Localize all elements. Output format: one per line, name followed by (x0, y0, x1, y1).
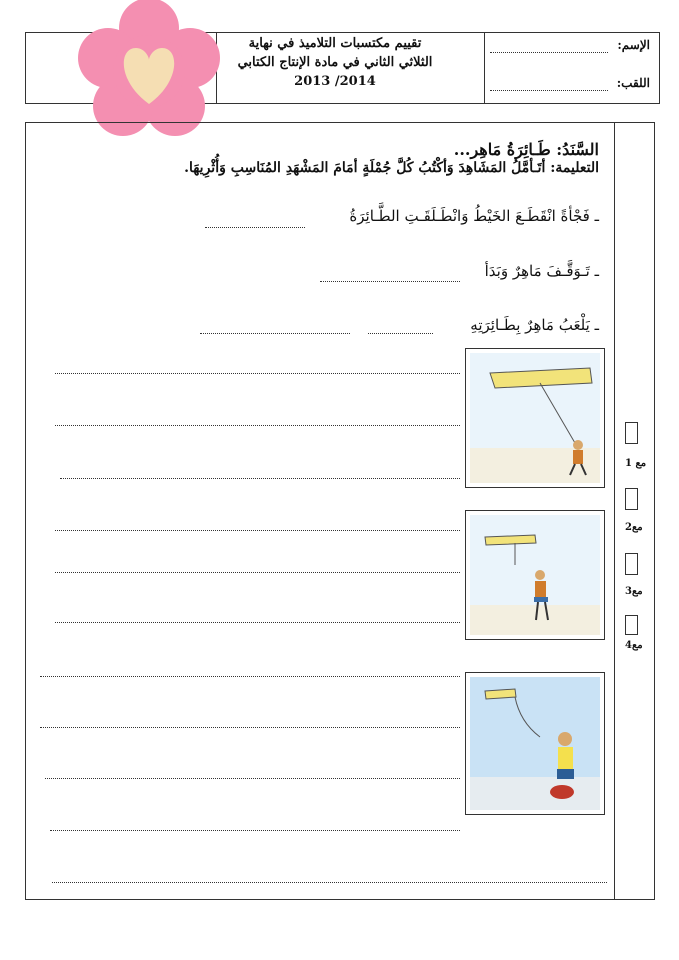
sentence-3-blank-a[interactable] (200, 333, 350, 334)
sentence-3: ـ يَلْعَبُ مَاهِرٌ بِطَـائِرَتِهِ (470, 316, 599, 334)
surname-label: اللقب: (616, 76, 650, 90)
sentence-1-blank[interactable] (205, 227, 305, 228)
title-year: 2014/ 2013 (294, 74, 376, 89)
score-label-1: مع 1 (625, 458, 647, 469)
writing-line[interactable] (55, 572, 460, 573)
score-box-2[interactable] (625, 488, 638, 510)
score-label-2: مع2 (625, 522, 643, 533)
scene-2-boy-stopped (465, 510, 605, 640)
score-box-3[interactable] (625, 553, 638, 575)
writing-line[interactable] (40, 676, 460, 677)
writing-line[interactable] (60, 478, 460, 479)
score-label-3: مع3 (625, 586, 643, 597)
support-text: السَّنَدُ: طَـائِرَةُ مَاهِر... (453, 140, 599, 159)
title-line-2: الثلاثي الثاني في مادة الإنتاج الكتابي (237, 55, 433, 70)
scene-3-kite-broke-away (465, 672, 605, 815)
flower-sticker-icon (78, 0, 220, 142)
writing-line[interactable] (52, 882, 607, 883)
writing-line[interactable] (55, 622, 460, 623)
writing-line[interactable] (55, 373, 460, 374)
sentence-3-blank-b[interactable] (368, 333, 433, 334)
score-box-1[interactable] (625, 422, 638, 444)
title-line-1: تقييم مكتسبات التلاميذ في نهاية (248, 36, 422, 51)
name-field[interactable] (490, 52, 608, 53)
writing-line[interactable] (55, 530, 460, 531)
scene-1-kite-flying (465, 348, 605, 488)
sentence-1: ـ فَجْأةً انْقَطَـعَ الخَيْطُ وَانْطَـلَقَـتِ الطَّـائِرَةُ (349, 207, 599, 225)
score-label-4: مع4 (625, 640, 643, 651)
writing-line[interactable] (55, 425, 460, 426)
sentence-2-blank[interactable] (320, 281, 460, 282)
writing-line[interactable] (40, 727, 460, 728)
name-label: الإسم: (617, 38, 650, 52)
score-box-4[interactable] (625, 615, 638, 635)
surname-field[interactable] (490, 90, 608, 91)
writing-line[interactable] (45, 778, 460, 779)
sentence-2: ـ تَـوَقَّـفَ مَاهِرٌ وَبَدَأ (484, 262, 599, 280)
writing-line[interactable] (50, 830, 460, 831)
worksheet-title (215, 34, 455, 91)
instruction-text: التعليمة: أتَـأمَّلُ المَشَاهِدَ وَأكْتُبُ كُلَّ جُمْلَةٍ أمَامَ المَشْهَدِ المُنَاسِبِ وَأُثْرِيهَا. (184, 160, 599, 176)
